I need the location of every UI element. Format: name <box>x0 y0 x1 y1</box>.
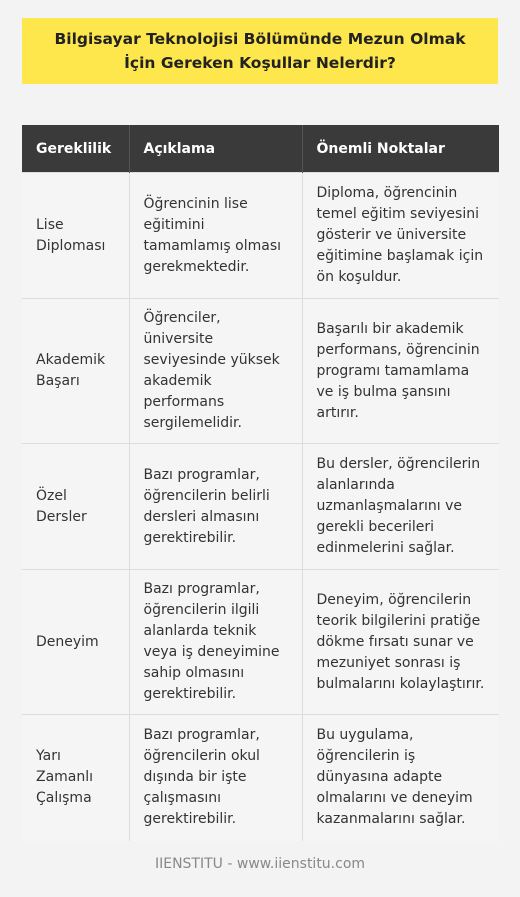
requirement-cell: Özel Dersler <box>22 444 129 570</box>
footer-source: IIENSTITU - www.iienstitu.com <box>154 856 366 872</box>
requirement-cell: Lise Diploması <box>22 173 129 299</box>
column-header-description: Açıklama <box>129 125 302 173</box>
description-cell: Öğrenciler, üniversite seviyesinde yüksek akademik performans sergilemelidir. <box>129 299 302 444</box>
table-row <box>22 444 499 570</box>
table-header-row <box>22 125 499 173</box>
requirements-table <box>22 125 499 841</box>
title-banner <box>22 18 498 84</box>
table-row <box>22 299 499 444</box>
description-cell: Bazı programlar, öğrencilerin okul dışında bir işte çalışmasını gerektirebilir. <box>129 715 302 841</box>
page-title: Bilgisayar Teknolojisi Bölümünde Mezun Olmak İçin Gereken Koşullar Nelerdir? <box>54 30 466 72</box>
notes-cell: Bu uygulama, öğrencilerin iş dünyasına adapte olmalarını ve deneyim kazanmalarını sağlar. <box>302 715 499 841</box>
requirement-cell: Yarı Zamanlı Çalışma <box>22 715 129 841</box>
description-cell: Bazı programlar, öğrencilerin belirli dersleri almasını gerektirebilir. <box>129 444 302 570</box>
notes-cell: Deneyim, öğrencilerin teorik bilgilerini pratiğe dökme fırsatı sunar ve mezuniyet sonrası iş bulmalarını kolaylaştırır. <box>302 570 499 715</box>
table-row <box>22 715 499 841</box>
table-row <box>22 173 499 299</box>
table-row <box>22 570 499 715</box>
notes-cell: Başarılı bir akademik performans, öğrencinin programı tamamlama ve iş bulma şansını artırır. <box>302 299 499 444</box>
requirement-cell: Akademik Başarı <box>22 299 129 444</box>
notes-cell: Bu dersler, öğrencilerin alanlarında uzmanlaşmalarını ve gerekli becerileri edinmelerini sağlar. <box>302 444 499 570</box>
requirement-cell: Deneyim <box>22 570 129 715</box>
description-cell: Bazı programlar, öğrencilerin ilgili alanlarda teknik veya iş deneyimine sahip olmasını gerektirebilir. <box>129 570 302 715</box>
notes-cell: Diploma, öğrencinin temel eğitim seviyesini gösterir ve üniversite eğitimine başlamak için ön koşuldur. <box>302 173 499 299</box>
description-cell: Öğrencinin lise eğitimini tamamlamış olması gerekmektedir. <box>129 173 302 299</box>
column-header-notes: Önemli Noktalar <box>302 125 499 173</box>
column-header-requirement: Gereklilik <box>22 125 129 173</box>
